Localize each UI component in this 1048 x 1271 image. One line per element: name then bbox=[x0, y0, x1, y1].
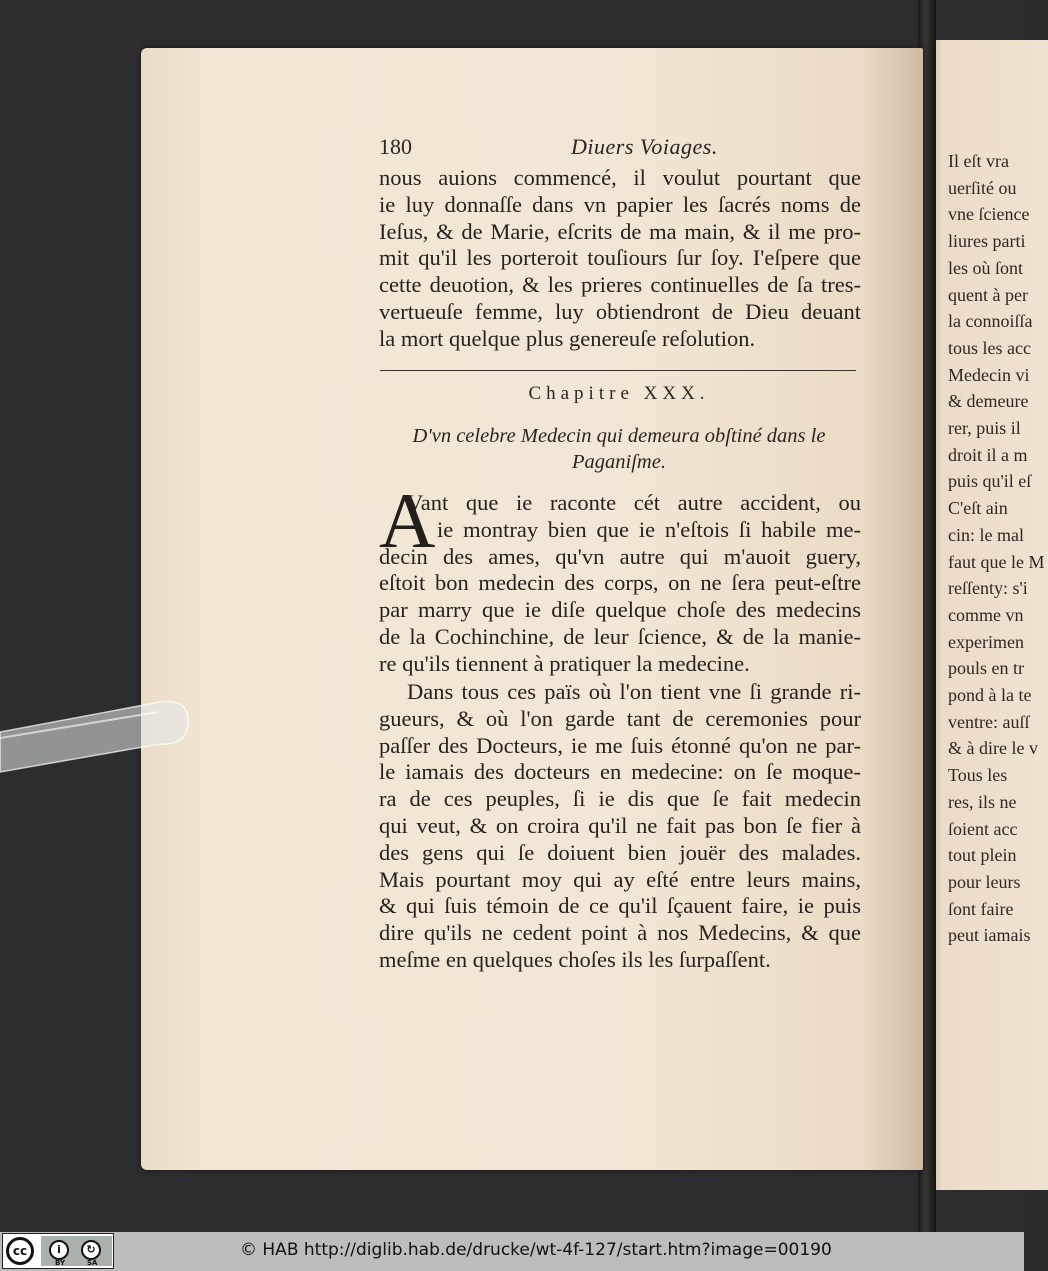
text-line: nous auions commencé, il voulut pourtant que bbox=[379, 165, 861, 190]
text-line: & qui ſuis témoin de ce qu'il ſçauent faire, ie puis bbox=[379, 893, 861, 919]
facing-page-line: Tous les bbox=[948, 765, 1008, 786]
subtitle-line: D'vn celebre Medecin qui demeura obſtiné dans le bbox=[412, 425, 826, 447]
facing-page-line: cin: le mal bbox=[948, 524, 1024, 545]
text-line: le iamais des docteurs en medecine: on ſe moque- bbox=[379, 759, 861, 785]
share-alike-icon: ↻ bbox=[81, 1240, 101, 1260]
facing-page-text bbox=[948, 148, 1045, 949]
facing-page-line: comme vn bbox=[948, 604, 1024, 625]
facing-page-line: rer, puis il bbox=[948, 418, 1021, 439]
facing-page-line: C'eſt ain bbox=[948, 498, 1008, 519]
text-line: re qu'ils tiennent à pratiquer la medecine. bbox=[379, 650, 750, 676]
chapter-opening-paragraph bbox=[379, 477, 861, 678]
facing-page-line: Il eſt vra bbox=[948, 151, 1009, 171]
facing-page-line: tous les acc bbox=[948, 337, 1031, 358]
facing-page-line: Medecin vi bbox=[948, 364, 1030, 385]
text-line: Mais pourtant moy qui ay eſté entre leurs mains, bbox=[379, 866, 861, 892]
facing-page-line: quent à per bbox=[948, 284, 1028, 305]
license-by-label: BY bbox=[55, 1259, 66, 1267]
subtitle-line: Paganiſme. bbox=[572, 451, 666, 473]
page-header bbox=[379, 134, 859, 164]
facing-page-line: ventre: auſſ bbox=[948, 711, 1030, 732]
facing-page-line: la connoiſſa bbox=[948, 311, 1033, 332]
chapter-title: Chapitre XXX. bbox=[528, 383, 710, 404]
text-line: ie montray bien que ie n'eſtois ſi habile me- bbox=[437, 516, 861, 542]
facing-page-line: liures parti bbox=[948, 231, 1026, 252]
text-line: ra de ces peuples, ſi ie dis que ſe fait medecin bbox=[379, 786, 861, 812]
source-credit-link[interactable]: © HAB http://diglib.hab.de/drucke/wt-4f-127/start.htm?image=00190 bbox=[240, 1240, 832, 1260]
facing-page-line: les où ſont bbox=[948, 257, 1023, 278]
text-line: mit qu'il les porteroit touſiours ſur ſoy. I'eſpere que bbox=[379, 245, 861, 271]
license-terms bbox=[41, 1236, 112, 1266]
text-line: Vant que ie raconte cét autre accident, ou bbox=[407, 490, 861, 515]
chapter-subtitle bbox=[379, 423, 859, 475]
text-line: ie luy donnaſſe dans vn papier les ſacrés noms de bbox=[379, 191, 861, 217]
paragraph bbox=[379, 679, 861, 974]
facing-page-line: & à dire le v bbox=[948, 738, 1038, 759]
text-line: decin des ames, qu'vn autre qui m'auoit guery, bbox=[379, 543, 861, 569]
facing-page-line: pond à la te bbox=[948, 685, 1032, 706]
text-line: meſme en quelques choſes ils les ſurpaſſent. bbox=[379, 946, 771, 972]
text-line: Dans tous ces païs où l'on tient vne ſi grande ri- bbox=[407, 679, 861, 704]
facing-page-line: reſſenty: s'i bbox=[948, 578, 1028, 599]
facing-page-line: uerſité ou bbox=[948, 177, 1017, 198]
facing-page-line: droit il a m bbox=[948, 444, 1028, 465]
running-title: Diuers Voiages. bbox=[571, 134, 718, 159]
facing-page-line: ſont faire bbox=[948, 898, 1014, 919]
text-line: paſſer des Docteurs, ie me ſuis étonné qu'on ne par- bbox=[379, 732, 861, 758]
license-badge[interactable] bbox=[2, 1233, 114, 1269]
facing-page-line: faut que le M bbox=[948, 551, 1045, 572]
facing-page-line: pour leurs bbox=[948, 871, 1021, 892]
facing-page-line: peut iamais bbox=[948, 925, 1031, 946]
text-line: eſtoit bon medecin des corps, on ne ſera peut-eſtre bbox=[379, 570, 861, 596]
creative-commons-icon: cc bbox=[6, 1237, 34, 1265]
chapter-divider bbox=[380, 370, 856, 371]
glass-pointer-icon bbox=[0, 694, 190, 754]
facing-page-line: vne ſcience bbox=[948, 204, 1030, 225]
text-line: cette deuotion, & les prieres continuelles de ſa tres- bbox=[379, 272, 861, 298]
text-line: par marry que ie diſe quelque choſe des medecins bbox=[379, 597, 861, 623]
facing-page-line: pouls en tr bbox=[948, 658, 1024, 679]
text-line: de la Cochinchine, de leur ſcience, & de la manie- bbox=[379, 623, 861, 649]
text-line: la mort quelque plus genereuſe reſolution. bbox=[379, 325, 756, 351]
drop-cap: A bbox=[379, 477, 436, 564]
attribution-icon: i bbox=[49, 1240, 69, 1260]
text-line: gueurs, & où l'on garde tant de ceremonies pour bbox=[379, 705, 861, 731]
page-number: 180 bbox=[379, 134, 412, 159]
text-line: dire qu'ils ne cedent point à nos Medecins, & que bbox=[379, 920, 861, 946]
facing-page-line: & demeure bbox=[948, 391, 1029, 412]
license-sa-label: SA bbox=[87, 1259, 98, 1267]
text-line: qui veut, & on croira qu'il ne fait pas bon ſe fier à bbox=[379, 812, 861, 838]
facing-page-line: experimen bbox=[948, 631, 1024, 652]
text-line: Ieſus, & de Marie, eſcrits de ma main, & il me pro- bbox=[379, 218, 861, 244]
facing-page-line: res, ils ne bbox=[948, 791, 1017, 812]
text-line: des gens qui ſe doiuent bien jouër des malades. bbox=[379, 839, 861, 865]
paragraph-continued bbox=[379, 165, 861, 353]
facing-page-line: ſoient acc bbox=[948, 818, 1018, 839]
text-line: vertueuſe femme, luy obtiendront de Dieu deuant bbox=[379, 298, 861, 324]
facing-page-line: tout plein bbox=[948, 845, 1017, 866]
facing-page-line: puis qu'il eſ bbox=[948, 471, 1032, 492]
